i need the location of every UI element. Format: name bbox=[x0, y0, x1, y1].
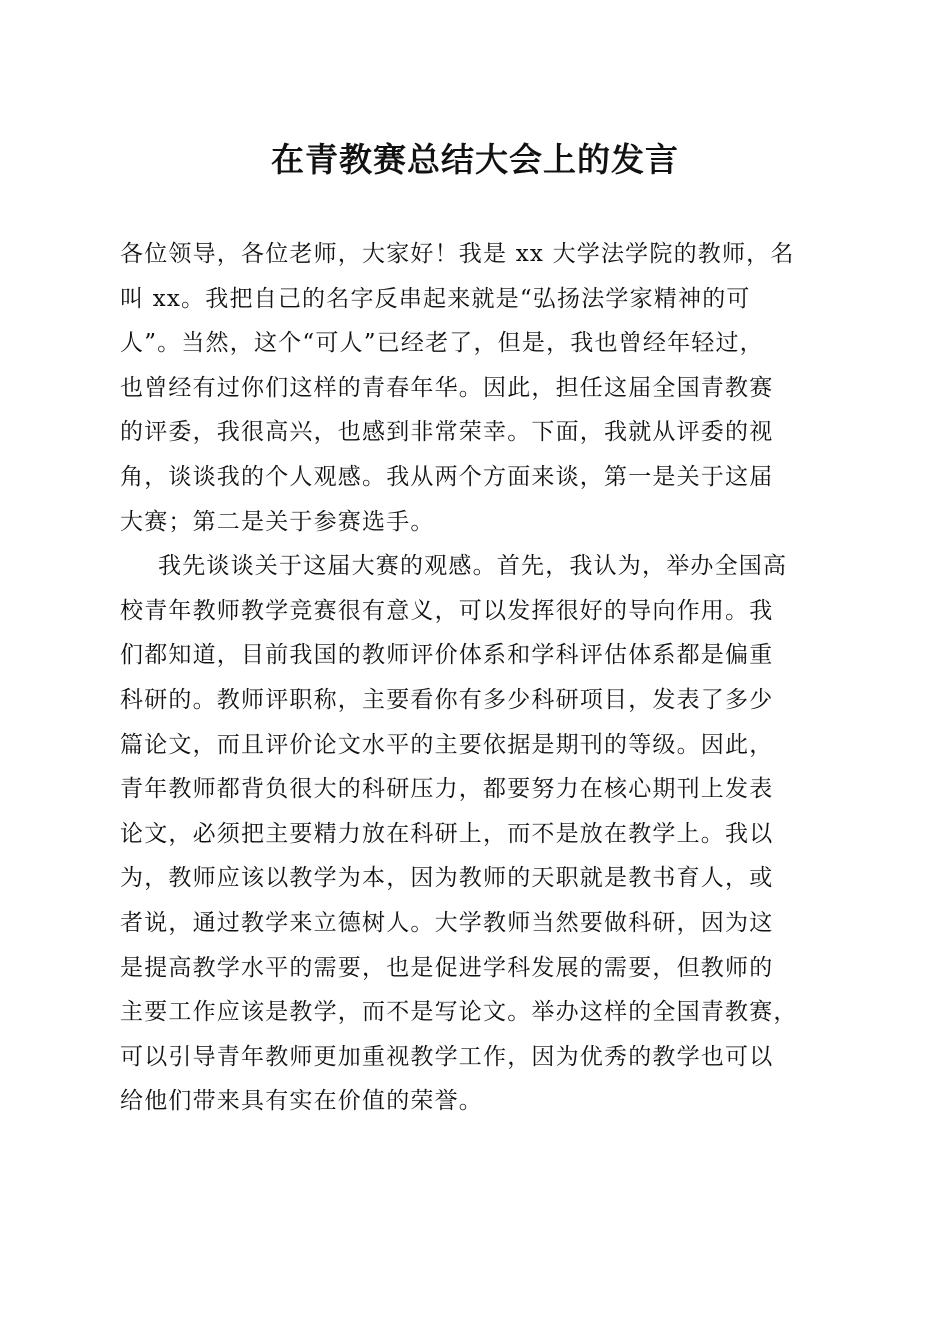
paragraph-1-line: 也曾经有过你们这样的青春年华。因此，担任这届全国青教赛 bbox=[120, 374, 774, 401]
paragraph-2-line: 论文，必须把主要精力放在科研上，而不是放在教学上。我以 bbox=[120, 820, 774, 847]
document-title: 在青教赛总结大会上的发言 bbox=[271, 140, 679, 179]
paragraph-2-line: 主要工作应该是教学，而不是写论文。举办这样的全国青教赛， bbox=[120, 999, 798, 1026]
paragraph-2-line: 者说，通过教学来立德树人。大学教师当然要做科研，因为这 bbox=[120, 909, 774, 936]
paragraph-2-line: 是提高教学水平的需要，也是促进学科发展的需要，但教师的 bbox=[120, 954, 774, 981]
paragraph-2-line: 给他们带来具有实在价值的荣誉。 bbox=[120, 1088, 483, 1115]
paragraph-1-line: 各位领导，各位老师，大家好！我是 xx 大学法学院的教师，名 bbox=[120, 241, 795, 267]
paragraph-1-line: 叫 xx。我把自己的名字反串起来就是“弘扬法学家精神的可 bbox=[120, 285, 751, 312]
paragraph-2-line: 我先谈谈关于这届大赛的观感。首先，我认为，举办全国高 bbox=[158, 553, 788, 580]
paragraph-1-line: 人”。当然，这个“可人”已经老了，但是，我也曾经年轻过， bbox=[120, 330, 764, 357]
paragraph-2-line: 科研的。教师评职称，主要看你有多少科研项目，发表了多少 bbox=[120, 686, 774, 713]
paragraph-2-line: 篇论文，而且评价论文水平的主要依据是期刊的等级。因此， bbox=[120, 731, 774, 758]
paragraph-1-line: 角，谈谈我的个人观感。我从两个方面来谈，第一是关于这届 bbox=[120, 463, 774, 490]
paragraph-2-line: 校青年教师教学竞赛很有意义，可以发挥很好的导向作用。我 bbox=[120, 597, 774, 624]
paragraph-1-line: 大赛；第二是关于参赛选手。 bbox=[120, 508, 435, 535]
paragraph-1-line: 的评委，我很高兴，也感到非常荣幸。下面，我就从评委的视 bbox=[120, 419, 774, 446]
paragraph-2-line: 青年教师都背负很大的科研压力，都要努力在核心期刊上发表 bbox=[120, 776, 774, 803]
paragraph-2-line: 可以引导青年教师更加重视教学工作，因为优秀的教学也可以 bbox=[120, 1043, 774, 1070]
paragraph-2-line: 为，教师应该以教学为本，因为教师的天职就是教书育人，或 bbox=[120, 865, 774, 892]
document-body bbox=[120, 232, 832, 1124]
paragraph-2-line: 们都知道，目前我国的教师评价体系和学科评估体系都是偏重 bbox=[120, 642, 774, 669]
